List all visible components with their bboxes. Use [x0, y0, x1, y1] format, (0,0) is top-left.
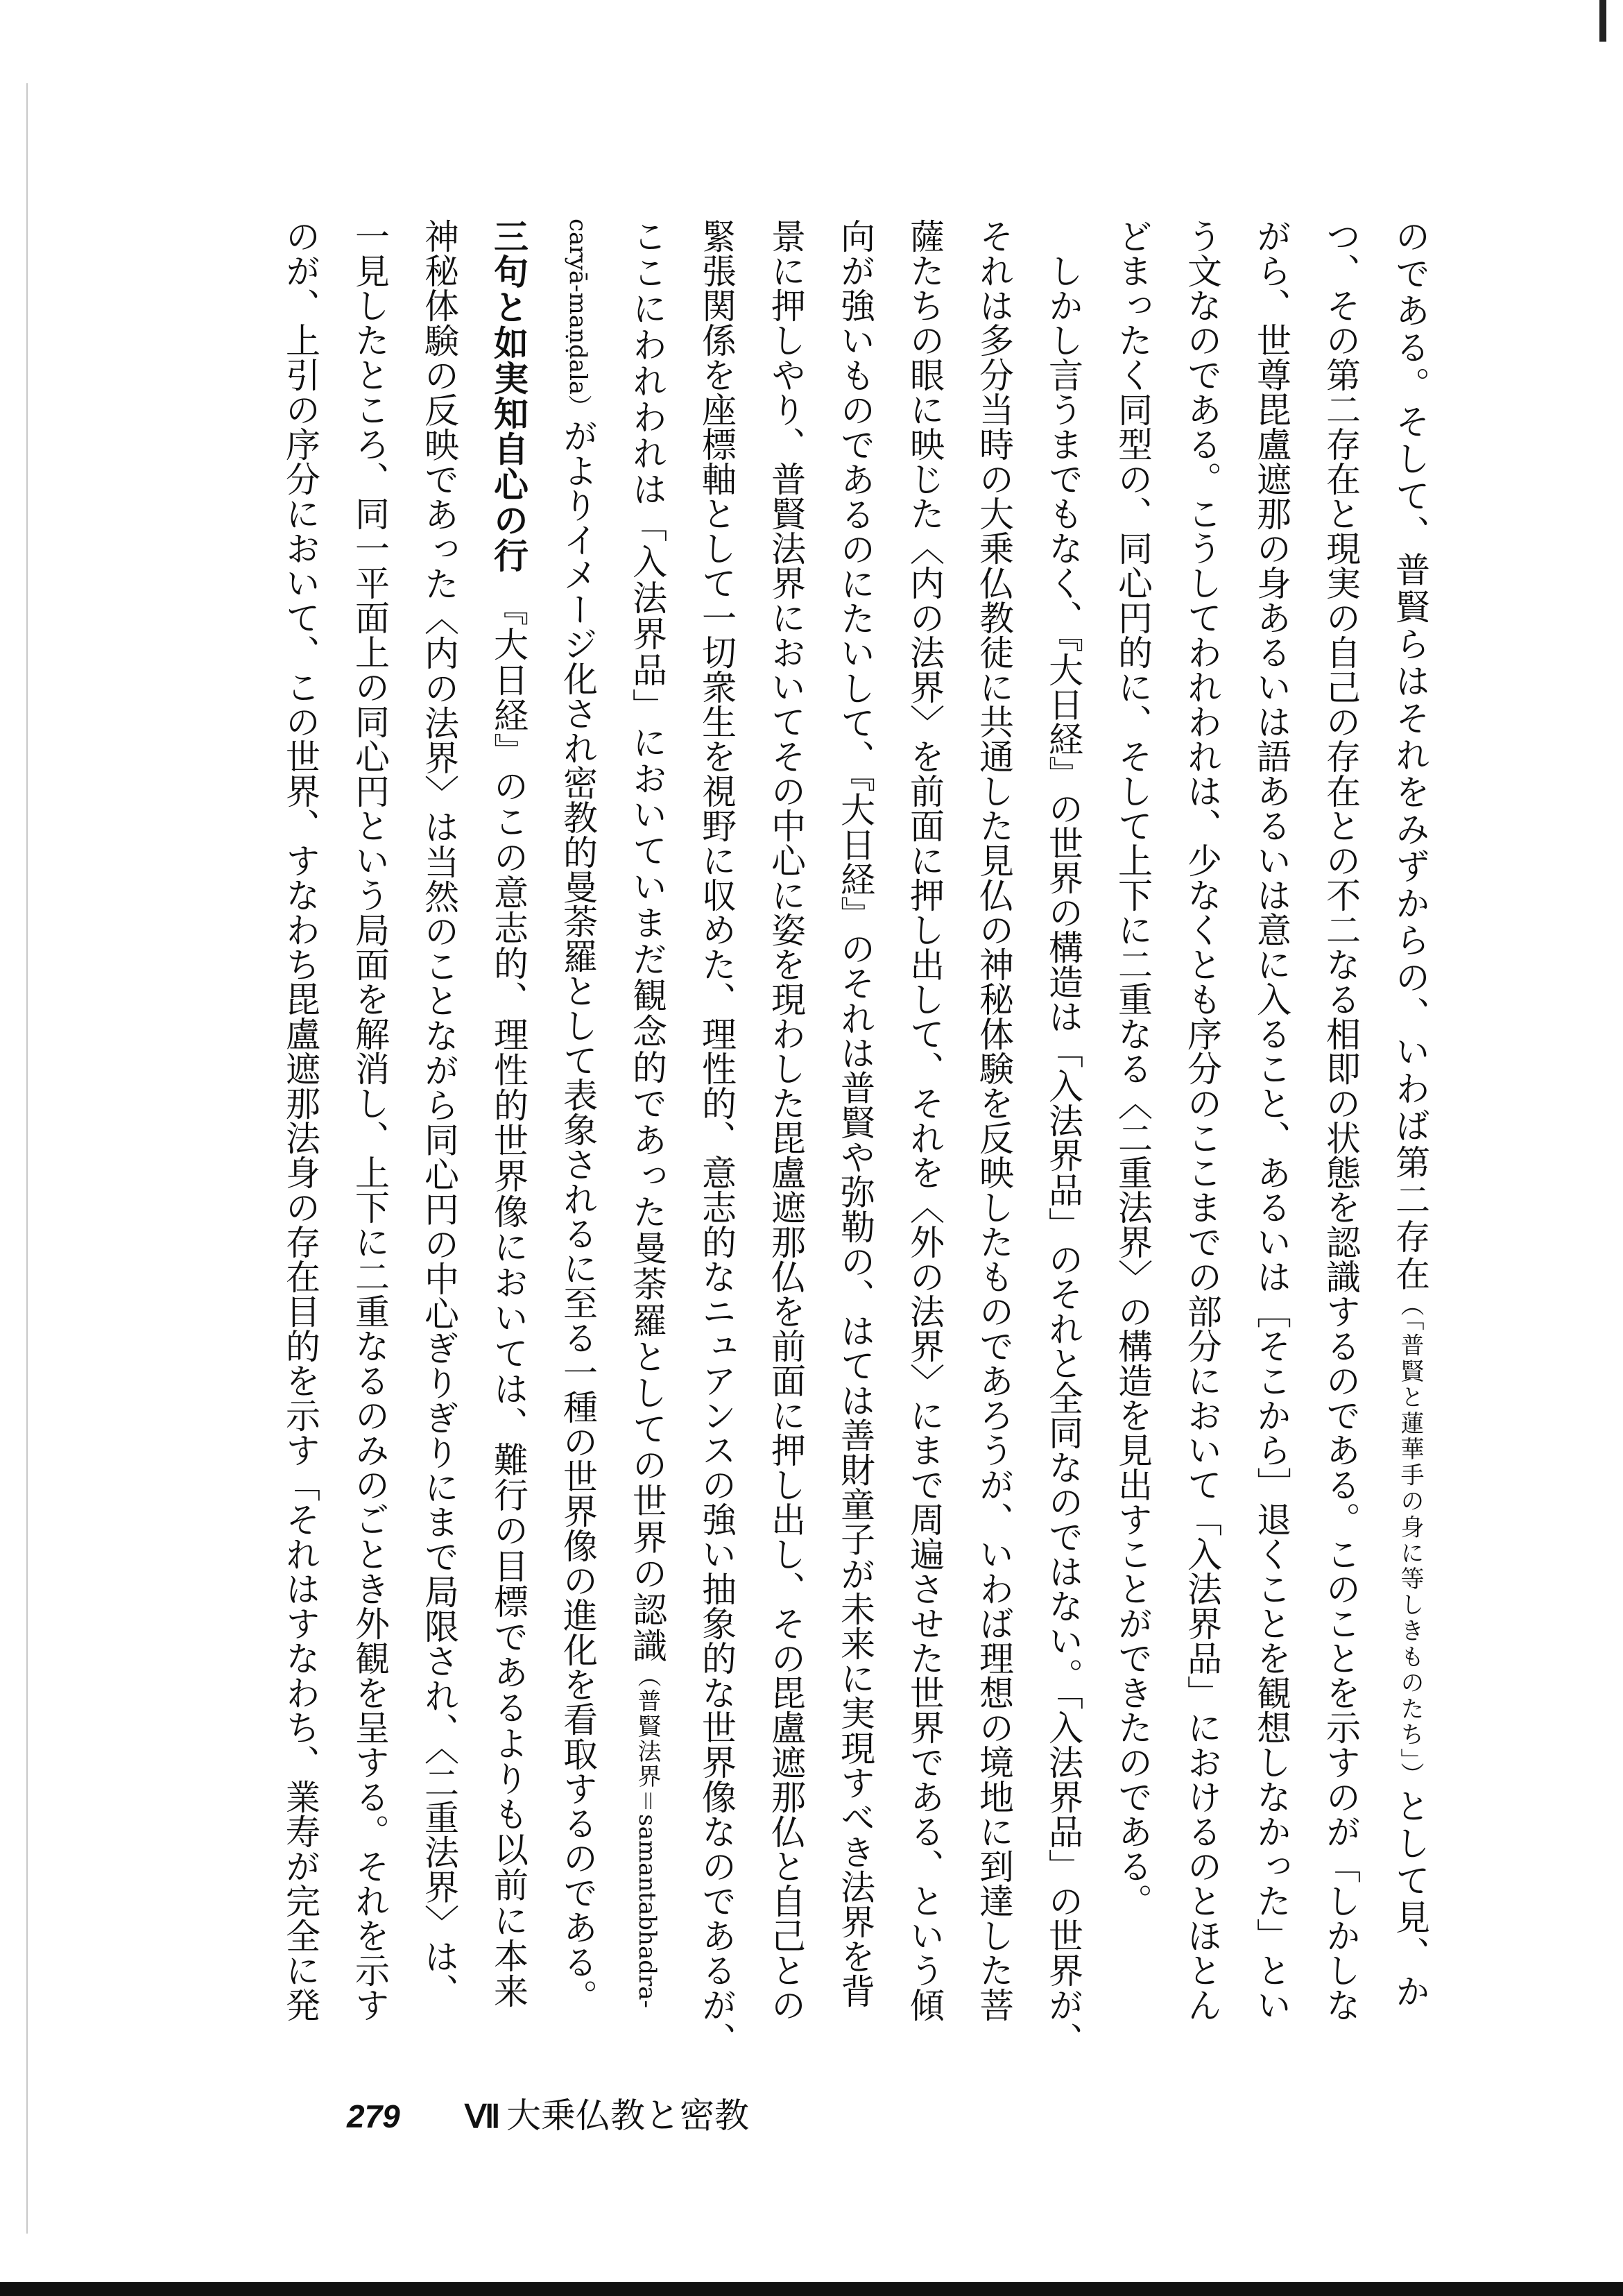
text-column: どまったく同型の、同心円的に、そして上下に二重なる〈二重法界〉の構造を見出すことができたのである。 [1113, 219, 1153, 1918]
text-column: のである。そして、普賢らはそれをみずからの、いわば第二存在（「普賢と蓮華手の身に等しきものたち」）として見、か [1390, 219, 1430, 2009]
scan-edge-line [26, 83, 28, 2234]
text-column: 景に押しやり、普賢法界においてその中心に姿を現わした毘盧遮那仏を前面に押し出し、その毘盧遮那仏と自己との [766, 219, 806, 2022]
page-footer [347, 2088, 749, 2138]
text-column: つ、その第二存在と現実の自己の存在との不二なる相即の状態を認識するのである。このことを示すのが「しかしな [1321, 219, 1361, 2022]
page-number: 279 [347, 2098, 400, 2134]
text-column: しかし言うまでもなく、『大日経』の世界の構造は「入法界品」のそれと全同なのではない。「入法界品」の世界が、 [1043, 219, 1083, 2057]
chapter-title: 大乗仏教と密教 [506, 2096, 749, 2136]
chapter-number: Ⅶ [465, 2099, 501, 2134]
text-column: 緊張関係を座標軸として一切衆生を視野に収めた、理性的、意志的なニュアンスの強い抽象的な世界像なのであるが、 [696, 219, 737, 2057]
text-column: 三句と如実知自心の行 『大日経』のこの意志的、理性的世界像においては、難行の目標であるよりも以前に本来 [488, 219, 529, 2008]
scan-edge-mark [1599, 0, 1606, 42]
text-column: がら、世尊毘盧遮那の身あるいは語あるいは意に入ること、あるいは［そこから］退くことを観想しなかった」とい [1251, 219, 1291, 2022]
body-text [266, 219, 1445, 2057]
text-column: 向が強いものであるのにたいして、『大日経』のそれは普賢や弥勒の、はては善財童子が未来に実現すべき法界を背 [835, 219, 875, 2009]
text-column: caryā-maṇḍala）がよりイメージ化され密教的曼荼羅として表象されるに至る一種の世界像の進化を看取するのである。 [558, 219, 598, 2014]
text-column: う文なのである。こうしてわれわれは、少なくとも序分のここまでの部分において「入法界品」におけるのとほとん [1182, 219, 1222, 2022]
text-column: ここにわれわれは「入法界品」においていまだ観念的であった曼荼羅としての世界の認識（普賢法界＝samantabhadra- [627, 219, 667, 2008]
text-column: 薩たちの眼に映じた〈内の法界〉を前面に押し出して、それを〈外の法界〉にまで周遍させた世界である、という傾 [904, 219, 945, 2022]
text-column: 神秘体験の反映であった〈内の法界〉は当然のことながら同心円の中心ぎりぎりにまで局限され、〈二重法界〉は、 [419, 219, 459, 2008]
section-heading: 三句と如実知自心の行 [488, 219, 529, 573]
text-column: それは多分当時の大乗仏教徒に共通した見仏の神秘体験を反映したものであろうが、いわば理想の境地に到達した菩 [974, 219, 1014, 2022]
text-column: 一見したところ、同一平面上の同心円という局面を解消し、上下に二重なるのみのごとき外観を呈する。それを示す [350, 219, 390, 2022]
text-column: のが、上引の序分において、この世界、すなわち毘盧遮那法身の存在目的を示す「それはすなわち、業寿が完全に発 [280, 219, 320, 2022]
scan-bottom-border [0, 2282, 1623, 2296]
